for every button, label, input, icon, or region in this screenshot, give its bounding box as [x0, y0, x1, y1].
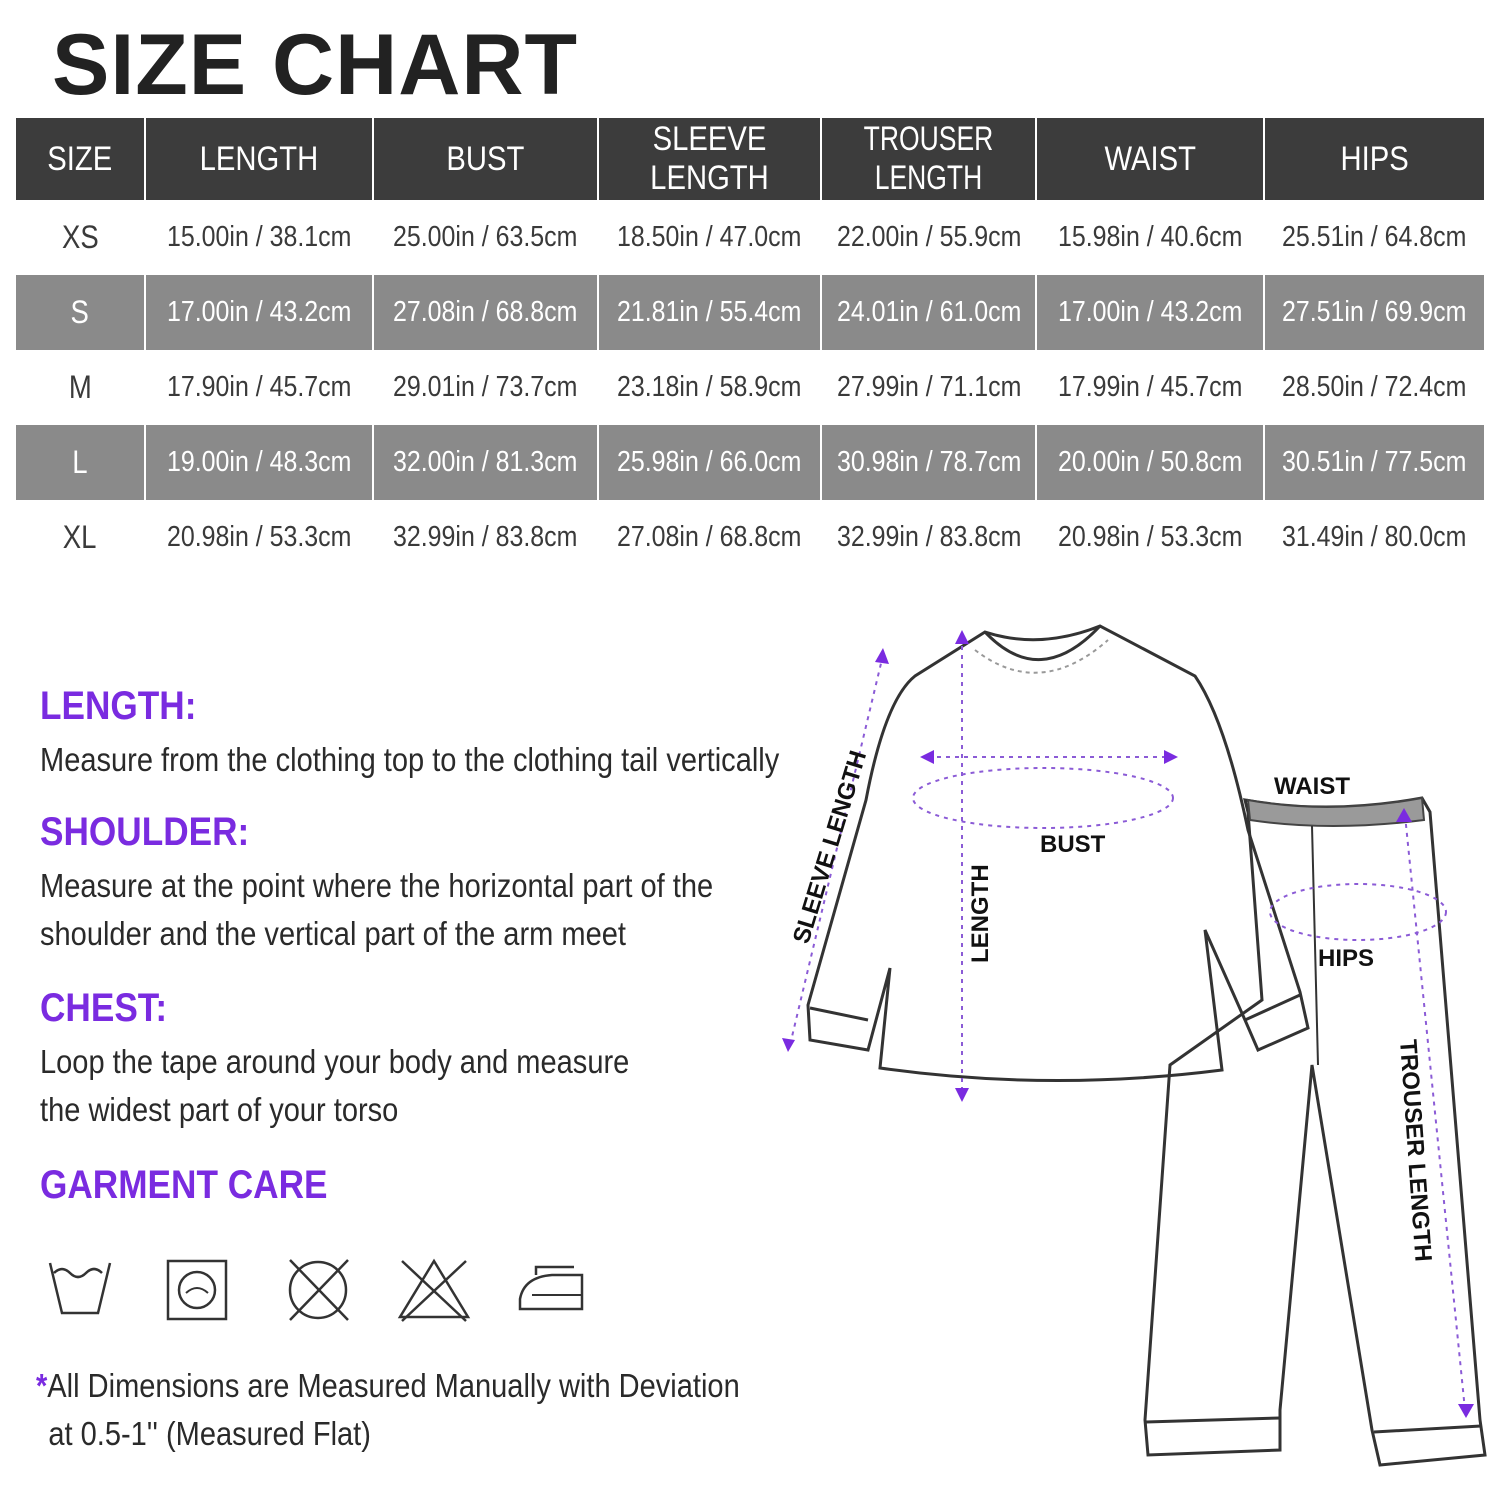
collar-line	[975, 640, 1108, 673]
table-cell: 25.98in / 66.0cm	[598, 425, 821, 500]
tumble-dry-icon	[160, 1255, 240, 1325]
shoulder-text-line1: Measure at the point where the horizontal part of the	[40, 867, 714, 904]
header-trouser-length: TROUSER LENGTH	[821, 118, 1036, 200]
table-cell: 27.08in / 68.8cm	[598, 500, 821, 575]
do-not-dry-clean-icon	[280, 1255, 360, 1325]
cell-size: XL	[63, 519, 97, 555]
care-icons	[40, 1255, 600, 1325]
chest-text-line1: Loop the tape around your body and measure	[40, 1043, 630, 1080]
length-heading: LENGTH:	[40, 684, 197, 728]
chest-heading: CHEST:	[40, 986, 168, 1030]
page-title: SIZE CHART	[52, 17, 578, 113]
bust-label: BUST	[1040, 831, 1106, 858]
table-cell: 25.51in / 64.8cm	[1264, 200, 1484, 275]
chest-info	[40, 988, 820, 1134]
size-table	[16, 118, 1484, 575]
table-cell: 20.00in / 50.8cm	[1036, 425, 1264, 500]
table-row	[16, 200, 1484, 275]
length-info	[40, 686, 820, 784]
table-cell: 27.51in / 69.9cm	[1264, 275, 1484, 350]
table-cell: 32.00in / 81.3cm	[373, 425, 598, 500]
table-cell: 32.99in / 83.8cm	[821, 500, 1036, 575]
table-cell: 27.99in / 71.1cm	[821, 350, 1036, 425]
shoulder-info	[40, 812, 820, 958]
waist-label: WAIST	[1274, 773, 1350, 800]
table-cell: 17.00in / 43.2cm	[1036, 275, 1264, 350]
header-size: SIZE	[16, 118, 145, 200]
table-cell: 32.99in / 83.8cm	[373, 500, 598, 575]
garment-care-heading: GARMENT CARE	[40, 1163, 328, 1207]
table-cell: 17.90in / 45.7cm	[145, 350, 373, 425]
length-label: LENGTH	[967, 864, 994, 963]
trouser-length-label: TROUSER LENGTH	[1394, 1038, 1437, 1263]
hips-label: HIPS	[1318, 945, 1375, 972]
length-text: Measure from the clothing top to the clothing tail vertically	[40, 741, 780, 778]
cell-size: S	[16, 275, 145, 350]
header-sleeve-length: SLEEVE LENGTH	[598, 118, 821, 200]
shoulder-text-line2: shoulder and the vertical part of the arm meet	[40, 915, 626, 952]
chest-text-line2: the widest part of your torso	[40, 1091, 399, 1128]
table-cell: 17.99in / 45.7cm	[1036, 350, 1264, 425]
table-cell: 29.01in / 73.7cm	[373, 350, 598, 425]
cell-size: XS	[61, 219, 99, 255]
table-cell: 30.51in / 77.5cm	[1264, 425, 1484, 500]
table-cell: 15.00in / 38.1cm	[145, 200, 373, 275]
shoulder-heading: SHOULDER:	[40, 810, 250, 854]
table-row	[16, 350, 1484, 425]
note-line2: at 0.5-1'' (Measured Flat)	[48, 1415, 371, 1452]
table-cell: 22.00in / 55.9cm	[821, 200, 1036, 275]
table-cell: 17.00in / 43.2cm	[145, 275, 373, 350]
header-hips: HIPS	[1264, 118, 1484, 200]
table-cell: 18.50in / 47.0cm	[598, 200, 821, 275]
pajama-diagram	[760, 610, 1490, 1480]
table-cell: 21.81in / 55.4cm	[598, 275, 821, 350]
table-cell: 28.50in / 72.4cm	[1264, 350, 1484, 425]
table-cell: 25.00in / 63.5cm	[373, 200, 598, 275]
note-line1: All Dimensions are Measured Manually with Deviation	[47, 1367, 740, 1404]
sleeve-length-label: SLEEVE LENGTH	[787, 747, 873, 947]
table-cell: 23.18in / 58.9cm	[598, 350, 821, 425]
table-header-row	[16, 118, 1484, 200]
header-length: LENGTH	[145, 118, 373, 200]
table-cell: 30.98in / 78.7cm	[821, 425, 1036, 500]
table-cell: 27.08in / 68.8cm	[373, 275, 598, 350]
header-bust: BUST	[373, 118, 598, 200]
table-cell: 24.01in / 61.0cm	[821, 275, 1036, 350]
table-cell: 15.98in / 40.6cm	[1036, 200, 1264, 275]
table-row	[16, 425, 1484, 500]
do-not-bleach-icon	[394, 1255, 474, 1325]
table-cell: 20.98in / 53.3cm	[1036, 500, 1264, 575]
iron-low-icon	[512, 1255, 592, 1325]
wash-30-icon	[40, 1255, 120, 1325]
cell-size: L	[16, 425, 145, 500]
table-cell: 31.49in / 80.0cm	[1264, 500, 1484, 575]
table-row	[16, 275, 1484, 350]
garment-care-info	[40, 1165, 820, 1205]
measurement-note: *All Dimensions are Measured Manually with Deviation at 0.5-1'' (Measured Flat)	[36, 1362, 740, 1458]
header-waist: WAIST	[1036, 118, 1264, 200]
table-row	[16, 500, 1484, 575]
measurement-guides	[787, 637, 1465, 1410]
table-cell: 19.00in / 48.3cm	[145, 425, 373, 500]
cell-size: M	[68, 369, 92, 405]
table-cell: 20.98in / 53.3cm	[145, 500, 373, 575]
